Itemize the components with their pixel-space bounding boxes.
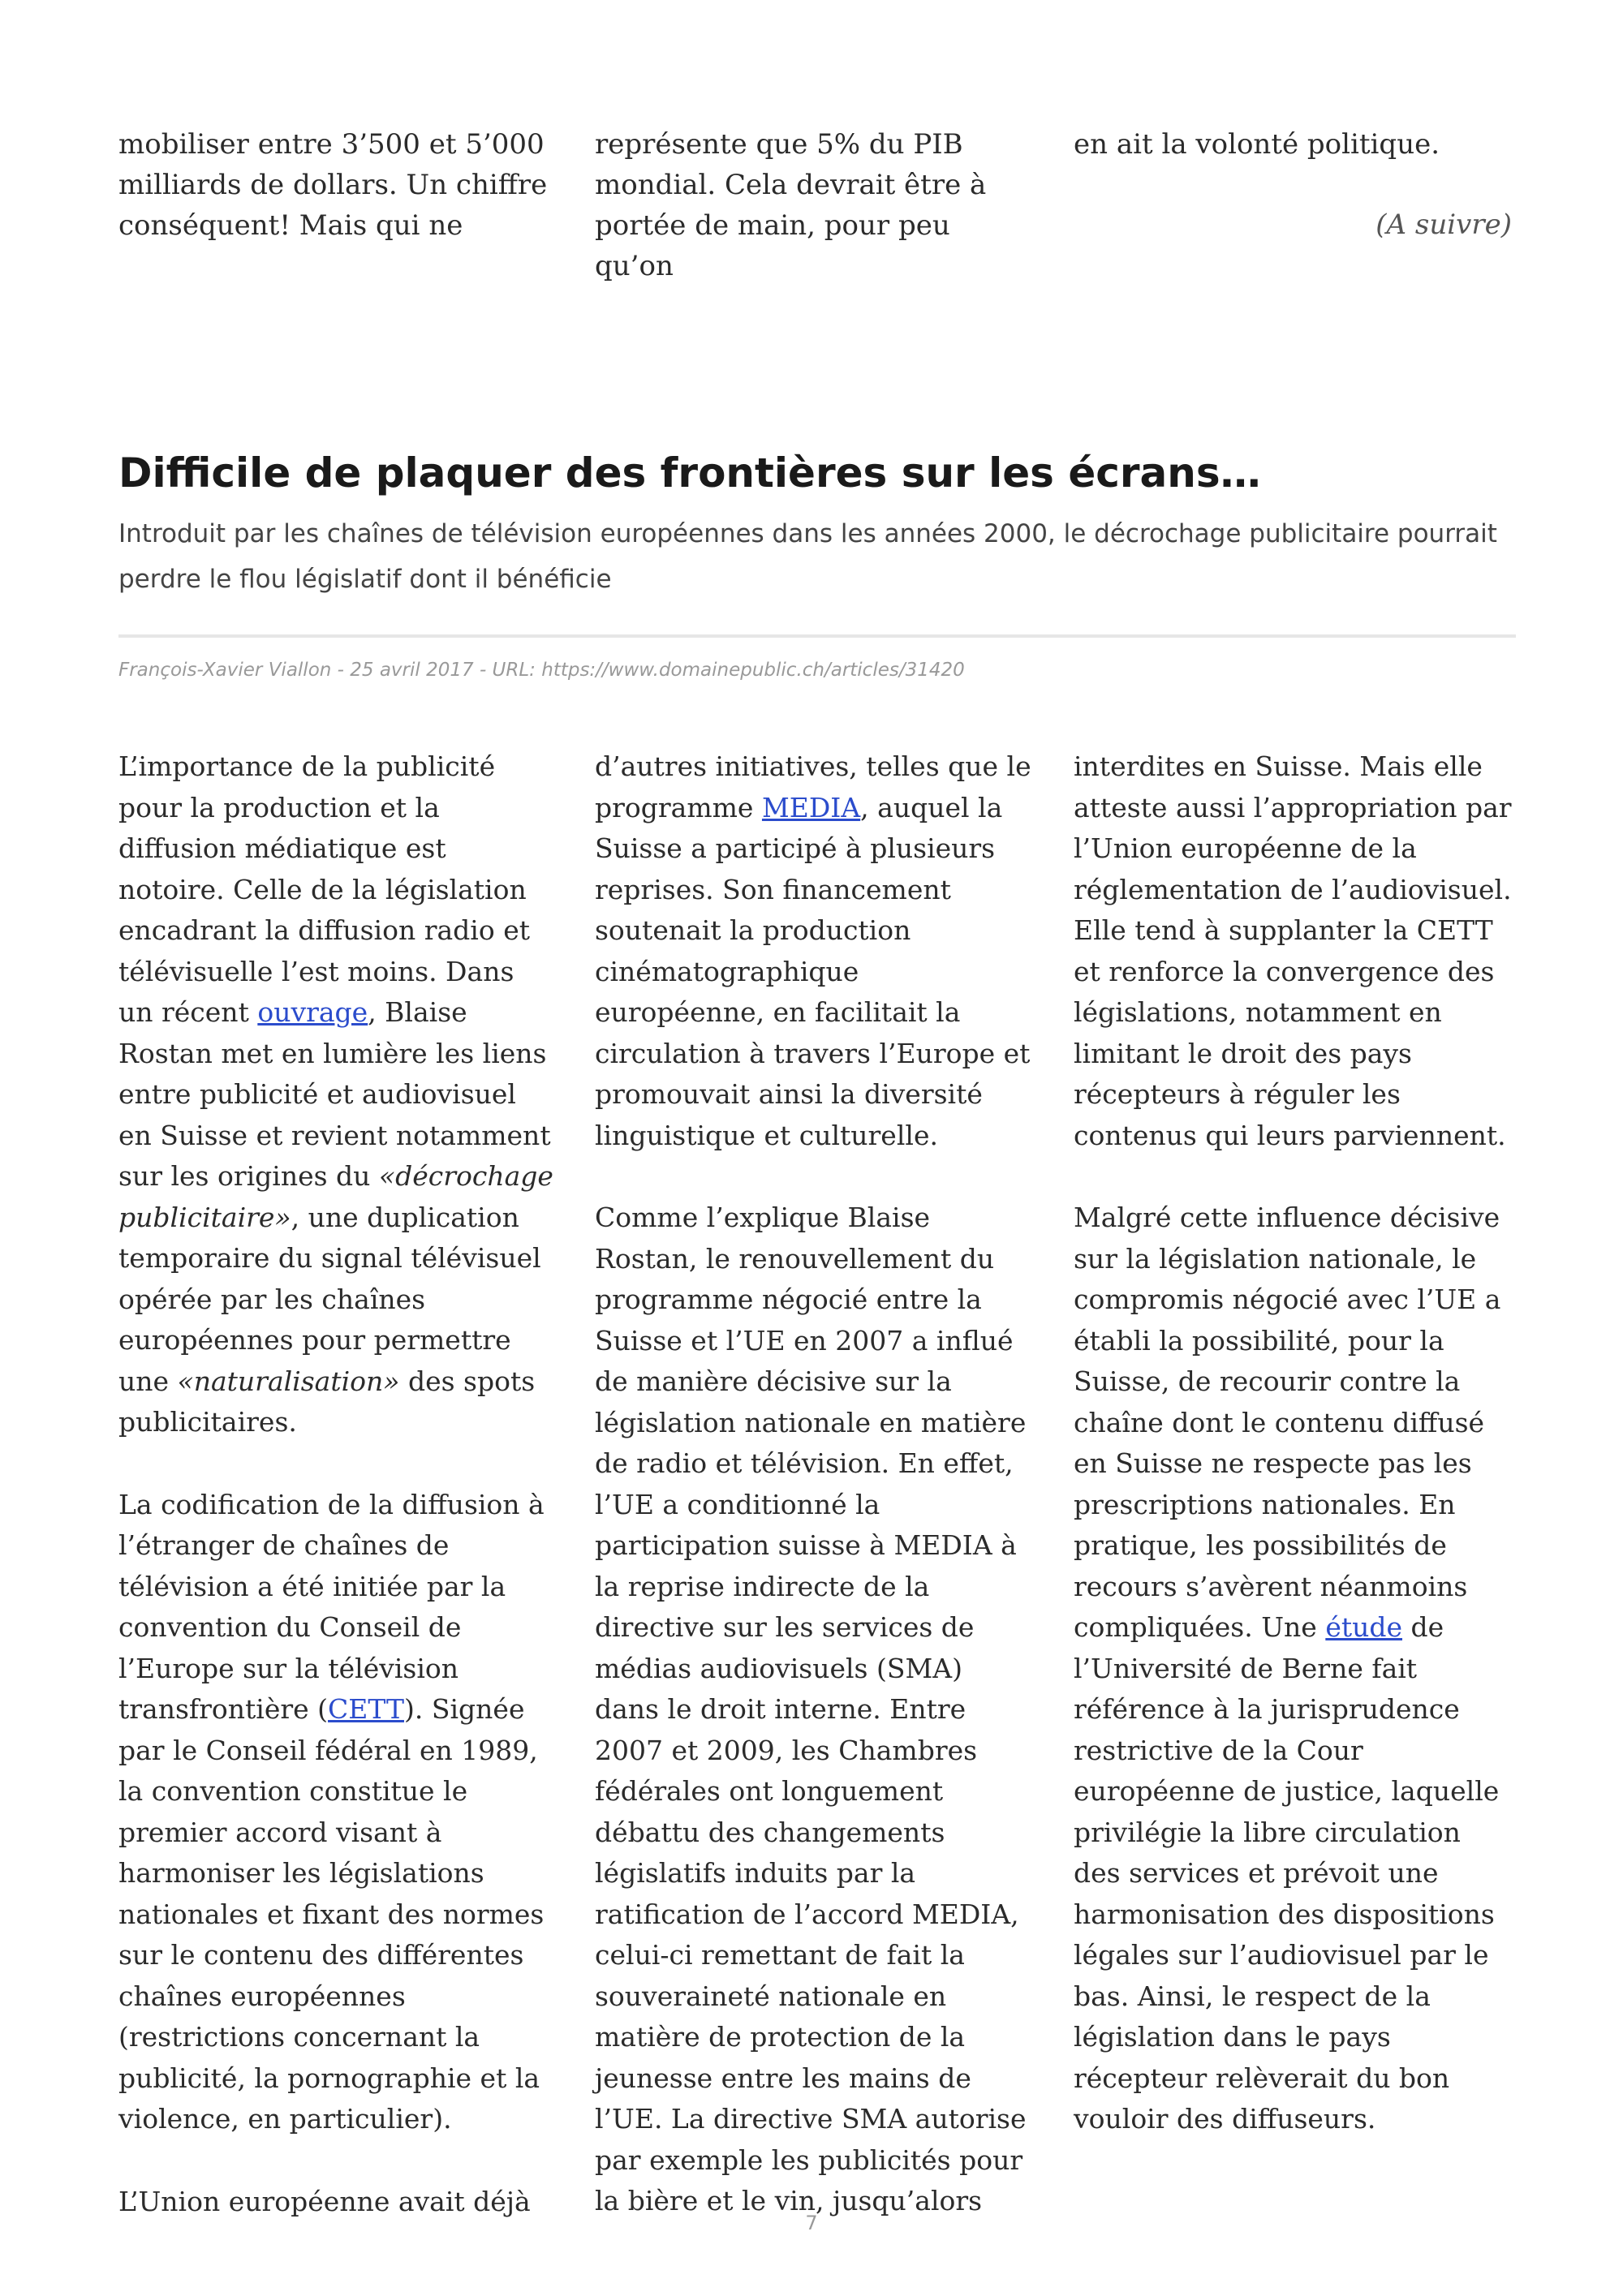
article-meta: François-Xavier Viallon - 25 avril 2017 - URL: https://www.domainepublic.ch/articles/31420 [118,660,965,681]
p1-text-c: , une duplication temporaire du signal télévisuel opérée par les chaînes européennes pour permettre une [118,1201,541,1397]
p1-text-d: des spots publicitaires. [118,1365,536,1438]
p2-text-b: ). Signée par le Conseil fédéral en 1989, la convention constitue le premier accord visant à harmoniser les législations nationales et fixant des normes sur le contenu des différentes chaînes européennes (restrictions concernant la publicité, la pornographie et la violence, en particulier). [118,1693,545,2135]
p5-text-b: de l’Université de Berne fait référence à la jurisprudence restrictive de la Cour européenne de justice, laquelle privilégie la libre circulation des services et prévoit une harmonisation des dispositions légales sur l’audiovisuel par le bas. Ainsi, le respect de la législation dans le pays récepteur relèverait du bon vouloir des diffuseurs. [1074,1611,1500,2135]
top-col1-text: mobiliser entre 3’500 et 5’000 milliards de dollars. Un chiffre conséquent! Mais qui ne [118,128,548,242]
p1-text-b: , Blaise Rostan met en lumière les liens entre publicité et audiovisuel en Suisse et revient notamment sur les origines du [118,996,551,1192]
page-number: 7 [805,2212,818,2234]
p2-text-a: La codification de la diffusion à l’étranger de chaînes de télévision a été initiée par la convention du Conseil de l’Europe sur la télévision transfrontière ( [118,1488,545,1725]
cett-link[interactable]: CETT [328,1693,405,1725]
body-column-1 [118,746,557,2264]
p5-text-a: Malgré cette influence décisive sur la législation nationale, le compromis négocié avec l’UE a établi la possibilité, pour la Suisse, de recourir contre la chaîne dont le contenu diffusé en Suisse ne respecte pas les prescriptions nationales. En pratique, les possibilités de recours s’avèrent néanmoins compliquées. Une [1074,1202,1501,1643]
body-column-2 [595,746,1033,2264]
etude-link[interactable]: étude [1325,1611,1403,1643]
p3-text-b: , auquel la Suisse a participé à plusieurs reprises. Son financement soutenait la production cinématographique européenne, en facilitait la circulation à travers l’Europe et promouvait ainsi la diversité linguistique et culturelle. [595,791,1031,1151]
top-column-3 [1074,124,1512,245]
ouvrage-link[interactable]: ouvrage [257,996,368,1028]
paragraph-1 [118,746,557,1443]
article-subtitle: Introduit par les chaînes de télévision européennes dans les années 2000, le décrochage publicitaire pourrait perdre le flou législatif dont il bénéficie [118,519,1497,594]
paragraph-5 [1074,1197,1512,2140]
top-column-1 [118,124,557,246]
paragraph-3-cont [595,746,1033,1156]
p1-emphasis-naturalisation: «naturalisation» [177,1365,400,1397]
p1-emphasis-decrochage: «décrochage publicitaire» [118,1160,553,1233]
top-col2-text: représente que 5% du PIB mondial. Cela devrait être à portée de main, pour peu qu’on [595,128,987,282]
top-col3-text: en ait la volonté politique. [1074,128,1440,161]
p1-text-a: L’importance de la publicité pour la production et la diffusion médiatique est notoire. Celle de la législation encadrant la diffusion radio et télévisuelle l’est moins. Dans un récent [118,750,530,1028]
body-column-3 [1074,746,1512,2182]
divider [118,634,1516,638]
paragraph-4-cont: interdites en Suisse. Mais elle atteste aussi l’appropriation par l’Union européenne de la réglementation de l’audiovisuel. Elle tend à supplanter la CETT et renforce la convergence des législations, notamment en limitant le droit des pays récepteurs à réguler les contenus qui leurs parviennent. [1074,750,1512,1151]
paragraph-2 [118,1485,557,2140]
p3-text-a-cont: d’autres initiatives, telles que le programme [595,750,1031,823]
p3-text-a: L’Union européenne avait déjà [118,2185,531,2217]
a-suivre-note: (A suivre) [1375,209,1512,241]
paragraph-4-start: Comme l’explique Blaise Rostan, le renouvellement du programme négocié entre la Suisse et l’UE en 2007 a influé de manière décisive sur la législation nationale en matière de radio et télévision. En effet, l’UE a conditionné la participation suisse à MEDIA à la reprise indirecte de la directive sur les services de médias audiovisuels (SMA) dans le droit interne. Entre 2007 et 2009, les Chambres fédérales ont longuement débattu des changements législatifs induits par la ratification de l’accord MEDIA, celui-ci remettant de fait la souveraineté nationale en matière de protection de la jeunesse entre les mains de l’UE. La directive SMA autorise par exemple les publicités pour la bière et le vin, jusqu’alors [595,1202,1027,2216]
top-column-2 [595,124,1033,286]
article-title: Difficile de plaquer des frontières sur les écrans… [118,449,1261,497]
media-link[interactable]: MEDIA [761,791,861,823]
